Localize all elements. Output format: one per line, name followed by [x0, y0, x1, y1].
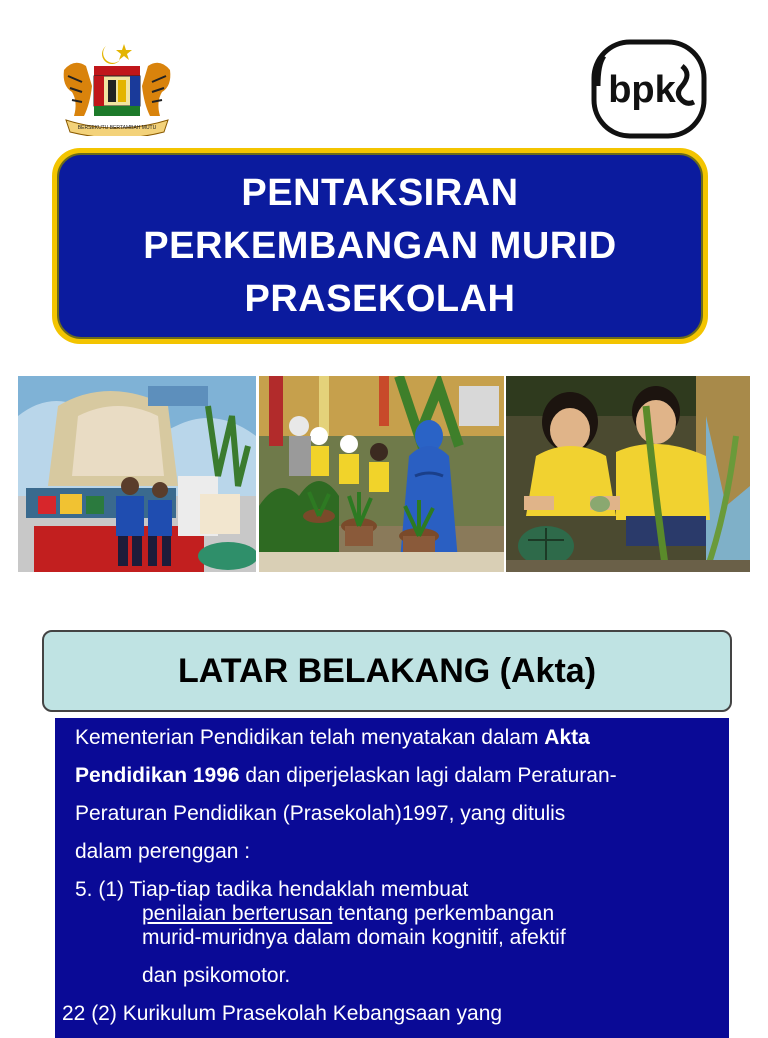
body-panel [55, 718, 729, 1038]
akta-bold-text: Akta [544, 726, 590, 749]
coat-of-arms-icon [58, 40, 176, 136]
motto-text: BERSEKUTU BERTAMBAH MUTU [77, 125, 157, 131]
classroom-display-photo-icon [18, 376, 256, 572]
bpk-logo-icon [590, 38, 708, 140]
title-line-2: PERKEMBANGAN MURID [143, 224, 617, 267]
children-playing-photo-icon [506, 376, 750, 572]
section-title: LATAR BELAKANG (Akta) [177, 651, 597, 690]
body-text: Kementerian Pendidikan telah menyatakan dalam [75, 726, 545, 749]
garden-planting-photo-icon [259, 376, 504, 572]
clause-line [142, 902, 554, 926]
clause-line: 22 (2) Kurikulum Prasekolah Kebangsaan yang [62, 1002, 503, 1025]
clause-line: murid-muridnya dalam domain kognitif, afektif [142, 926, 566, 949]
body-line: dalam perenggan : [75, 840, 251, 863]
title-box [57, 153, 703, 339]
bpk-logo-text: bpk [608, 69, 676, 111]
body-line [75, 726, 590, 750]
clause-line: dan psikomotor. [142, 964, 291, 987]
clause-line: 5. (1) Tiap-tiap tadika hendaklah membuat [75, 878, 469, 901]
title-line-3: PRASEKOLAH [244, 277, 516, 320]
body-line [75, 764, 617, 788]
body-text: tentang perkembangan [332, 902, 555, 925]
title-line-1: PENTAKSIRAN [241, 171, 519, 214]
section-header [42, 630, 732, 712]
body-line: Peraturan Pendidikan (Prasekolah)1997, yang ditulis [75, 802, 566, 825]
underlined-term-text: penilaian berterusan [142, 902, 333, 925]
title-banner [52, 148, 708, 344]
body-text: dan diperjelaskan lagi dalam Peraturan- [239, 764, 617, 787]
akta-name-bold-text: Pendidikan 1996 [75, 764, 240, 787]
